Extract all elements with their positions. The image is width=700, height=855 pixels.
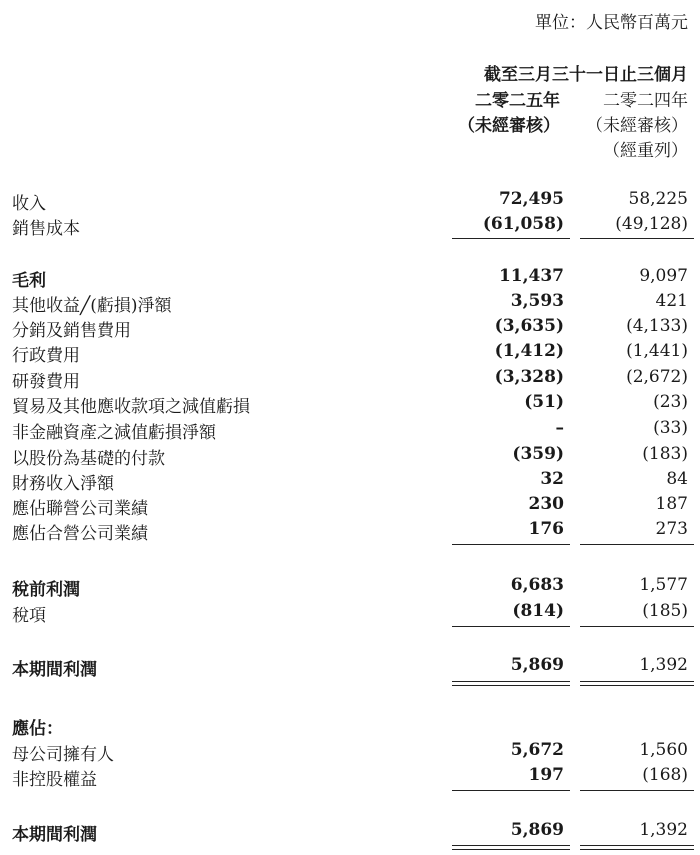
year-current-header: 二零二五年: [475, 91, 560, 111]
row-share-based-payment: [0, 444, 700, 468]
value-current: (814): [512, 601, 564, 621]
value-current: (359): [512, 444, 564, 464]
row-label: 非金融資產之減值虧損淨額: [12, 423, 216, 443]
row-label: 研發費用: [12, 372, 80, 392]
value-prior: 58,225: [628, 189, 688, 209]
value-prior: 9,097: [639, 266, 688, 286]
value-current: (1,412): [494, 341, 564, 361]
subtotal-rule: [580, 790, 694, 791]
row-receivables-impairment: [0, 392, 700, 416]
row-finance-income: [0, 469, 700, 493]
total-double-rule: [580, 685, 694, 686]
row-profit-for-period: [0, 655, 700, 679]
row-label: 母公司擁有人: [12, 745, 114, 765]
restated-header: （經重列）: [603, 141, 688, 161]
row-revenue: [0, 189, 700, 213]
total-double-rule: [580, 845, 694, 846]
row-label: 收入: [12, 194, 46, 214]
value-current: 5,869: [510, 820, 564, 840]
subtotal-rule: [580, 544, 694, 545]
row-label: 銷售成本: [12, 219, 80, 239]
unit-label: 單位：人民幣百萬元: [535, 13, 688, 33]
value-current: –: [555, 418, 564, 438]
value-current: 3,593: [510, 291, 564, 311]
row-label: 應佔聯營公司業績: [12, 499, 148, 519]
subtotal-rule: [580, 238, 694, 239]
value-prior: (2,672): [626, 367, 688, 387]
row-profit-before-tax: [0, 575, 700, 599]
row-label: 本期間利潤: [12, 825, 97, 845]
value-current: (3,635): [494, 316, 564, 336]
value-prior: (185): [642, 601, 688, 621]
row-owners-of-parent: [0, 740, 700, 764]
value-current: (61,058): [482, 214, 564, 234]
value-current: 5,672: [510, 740, 564, 760]
value-prior: 187: [655, 494, 688, 514]
audit-prior-header: （未經審核）: [586, 116, 688, 136]
value-current: 176: [528, 519, 564, 539]
row-profit-for-period-total: [0, 820, 700, 844]
row-label: 行政費用: [12, 346, 80, 366]
total-double-rule: [580, 849, 694, 850]
row-admin-expenses: [0, 341, 700, 365]
year-prior-header: 二零二四年: [603, 91, 688, 111]
value-prior: 273: [655, 519, 688, 539]
value-prior: (33): [653, 418, 688, 438]
row-label: 以股份為基礎的付款: [12, 449, 165, 469]
subtotal-rule: [452, 238, 570, 239]
row-associates: [0, 494, 700, 518]
value-prior: 1,392: [639, 820, 688, 840]
value-current: 72,495: [498, 189, 564, 209]
value-prior: (49,128): [615, 214, 688, 234]
value-prior: (4,133): [626, 316, 688, 336]
row-label: 財務收入淨額: [12, 474, 114, 494]
total-double-rule: [452, 681, 570, 682]
row-rnd-expenses: [0, 367, 700, 391]
row-joint-ventures: [0, 519, 700, 543]
value-prior: (23): [653, 392, 688, 412]
row-label: 貿易及其他應收款項之減值虧損: [12, 397, 250, 417]
total-double-rule: [452, 845, 570, 846]
value-current: 11,437: [498, 266, 564, 286]
row-label: 其他收益╱(虧損)淨額: [12, 296, 172, 316]
row-label: 本期間利潤: [12, 660, 97, 680]
row-nonfinancial-impairment: [0, 418, 700, 442]
total-double-rule: [452, 849, 570, 850]
value-prior: (1,441): [626, 341, 688, 361]
row-other-gains: [0, 291, 700, 315]
row-label: 分銷及銷售費用: [12, 321, 131, 341]
value-current: 6,683: [510, 575, 564, 595]
subtotal-rule: [452, 544, 570, 545]
value-prior: (168): [642, 765, 688, 785]
total-double-rule: [580, 681, 694, 682]
value-prior: 1,560: [639, 740, 688, 760]
value-prior: 1,392: [639, 655, 688, 675]
value-prior: 84: [666, 469, 688, 489]
row-label: 毛利: [12, 271, 46, 291]
value-current: 197: [528, 765, 564, 785]
row-label: 應佔：: [12, 719, 63, 739]
audit-current-header: （未經審核）: [458, 116, 560, 136]
row-cost-of-sales: [0, 214, 700, 238]
row-non-controlling: [0, 765, 700, 789]
row-attributable-to: [0, 714, 700, 738]
row-label: 非控股權益: [12, 770, 97, 790]
value-prior: 421: [655, 291, 688, 311]
value-prior: (183): [642, 444, 688, 464]
row-tax: [0, 601, 700, 625]
value-prior: 1,577: [639, 575, 688, 595]
total-double-rule: [452, 685, 570, 686]
value-current: 5,869: [510, 655, 564, 675]
value-current: 32: [540, 469, 564, 489]
subtotal-rule: [452, 790, 570, 791]
row-label: 稅項: [12, 606, 46, 626]
subtotal-rule: [580, 626, 694, 627]
row-label: 應佔合營公司業績: [12, 524, 148, 544]
row-gross-profit: [0, 266, 700, 290]
subtotal-rule: [452, 626, 570, 627]
value-current: 230: [528, 494, 564, 514]
row-label: 稅前利潤: [12, 580, 80, 600]
row-distribution-expenses: [0, 316, 700, 340]
value-current: (3,328): [494, 367, 564, 387]
value-current: (51): [524, 392, 564, 412]
period-header: 截至三月三十一日止三個月: [484, 65, 688, 85]
